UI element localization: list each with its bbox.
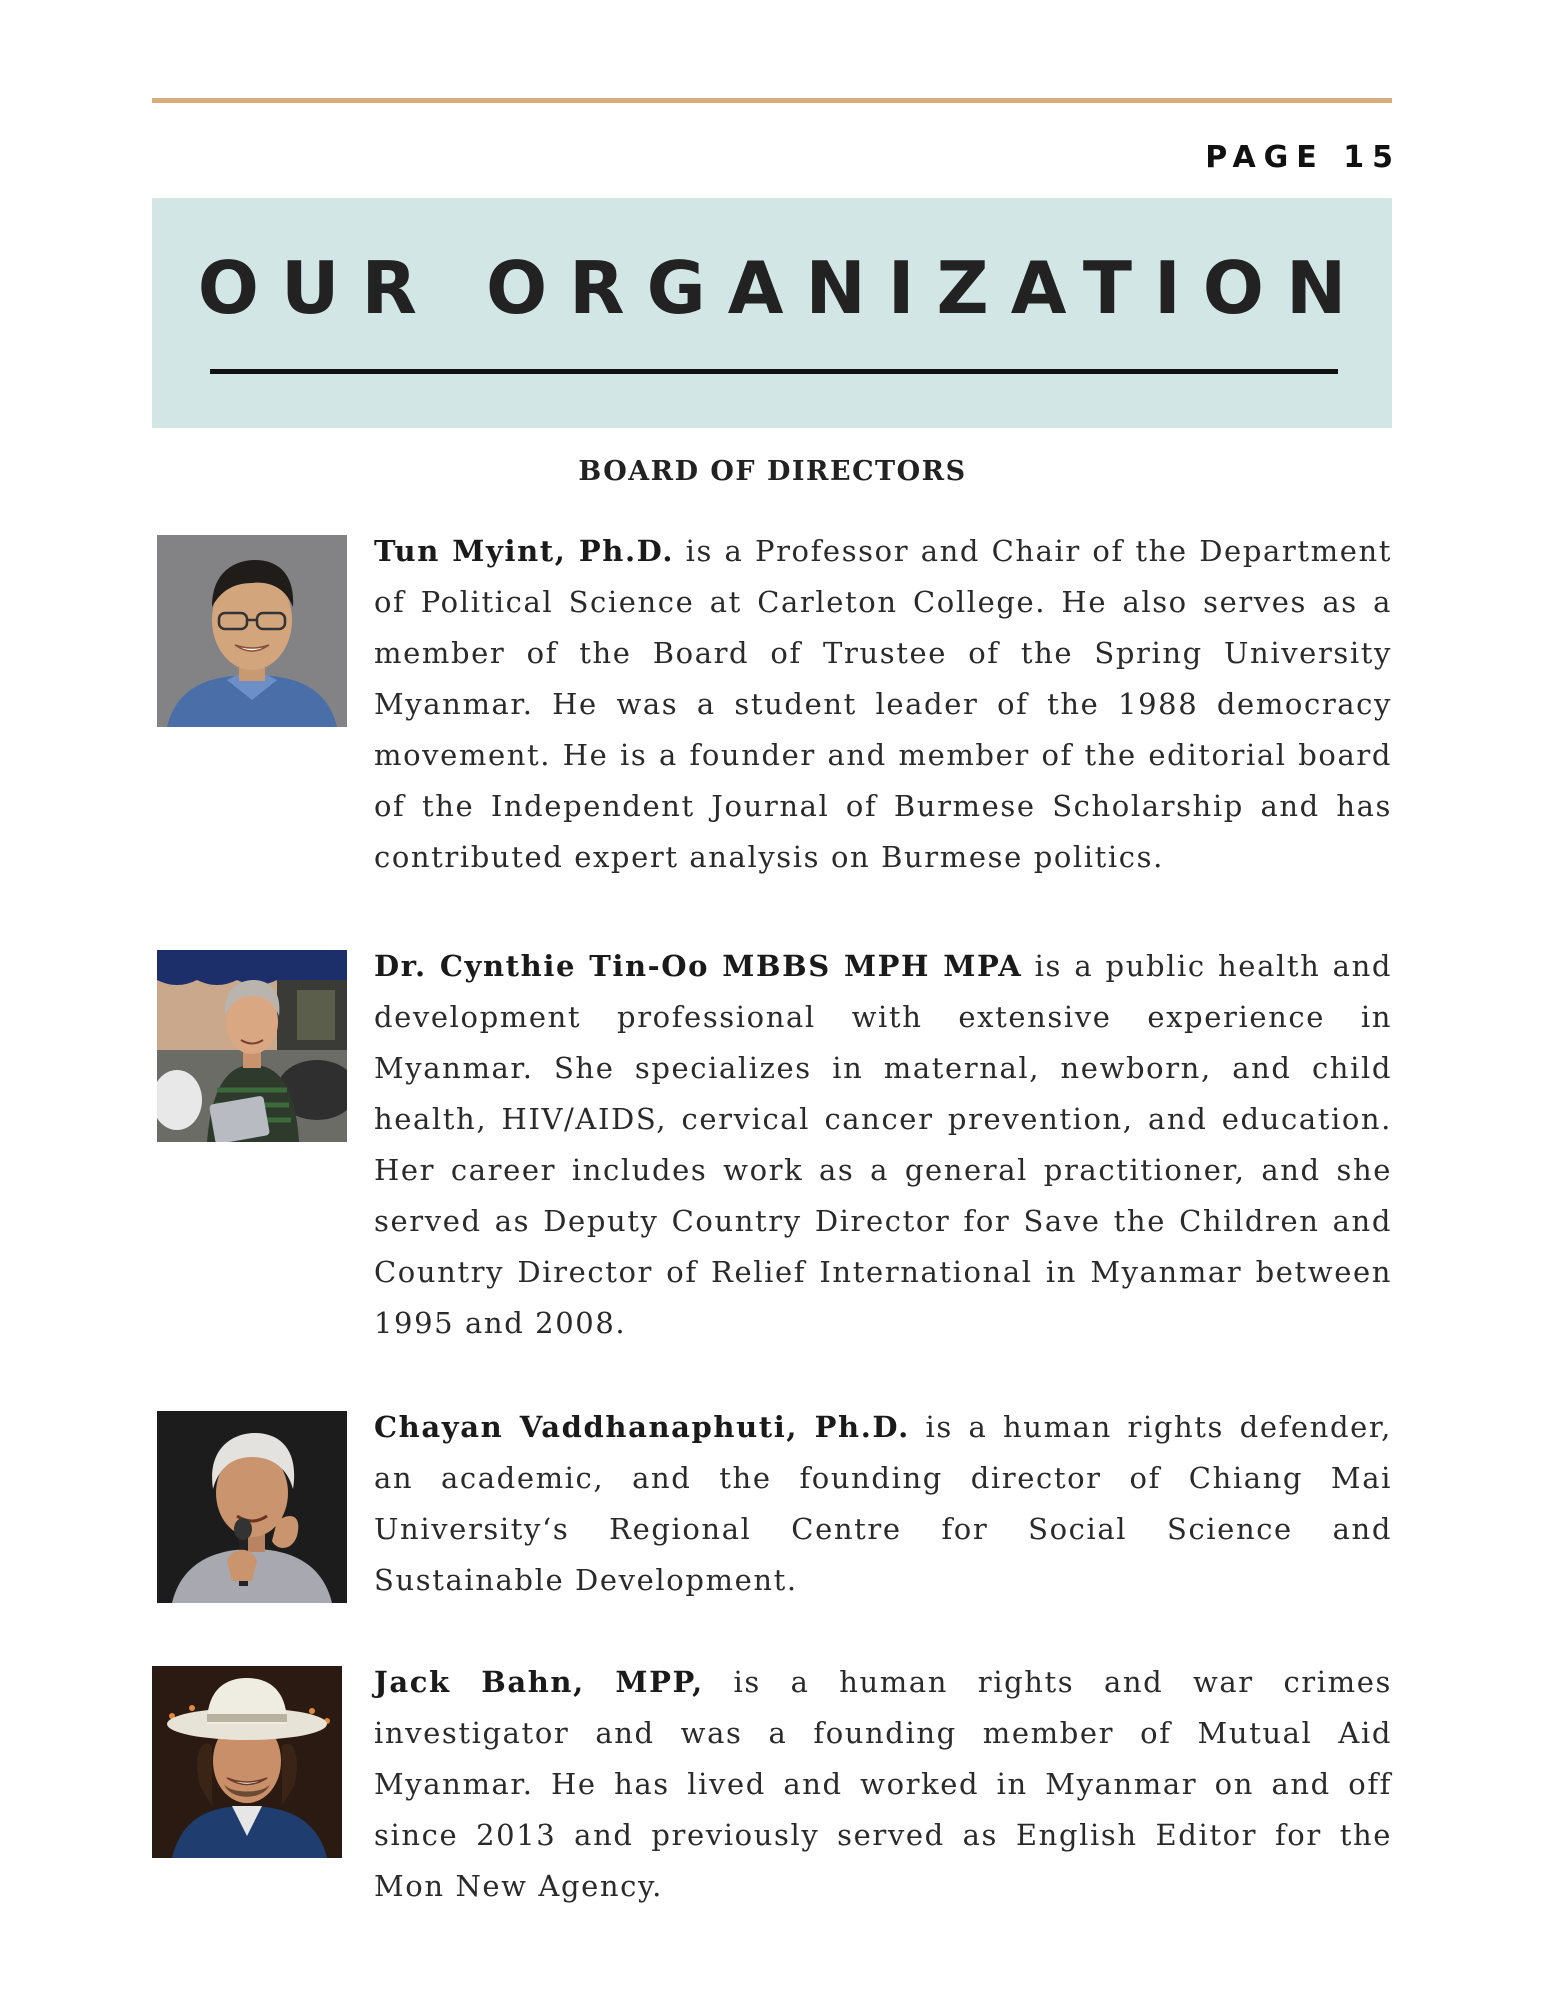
portrait-image: [157, 950, 347, 1142]
member-bio: [374, 941, 1392, 1349]
member-photo: [157, 535, 347, 727]
member-photo: [157, 950, 347, 1142]
member-description: is a Professor and Chair of the Department of Political Science at Carleton College. He also serves as a member of the Board of Trustee of the Spring University Myanmar. He was a student leader of the 1988 democracy movement. He is a founder and member of the editorial board of the Independent Journal of Burmese Scholarship and has contributed expert analysis on Burmese politics.: [374, 534, 1392, 874]
title-underline: [210, 369, 1338, 374]
top-divider: [152, 98, 1392, 103]
member-description: is a human rights and war crimes investigator and was a founding member of Mutual Aid Myanmar. He has lived and worked in Myanmar on and off since 2013 and previously served as English Editor for the Mon New Agency.: [374, 1665, 1392, 1903]
member-name: Tun Myint, Ph.D.: [374, 534, 675, 568]
member-description: is a human rights defender, an academic, and the founding director of Chiang Mai University‘s Regional Centre for Social Science and Sustainable Development.: [374, 1410, 1392, 1597]
portrait-image: [152, 1666, 342, 1858]
member-name: Jack Bahn, MPP,: [374, 1665, 704, 1699]
member-photo: [152, 1666, 346, 1858]
page-number: PAGE 15: [1205, 140, 1401, 175]
section-heading: BOARD OF DIRECTORS: [578, 456, 967, 487]
member-bio: [374, 1657, 1392, 1912]
portrait-image: [157, 1411, 347, 1603]
portrait-image: [157, 535, 347, 727]
member-name: Dr. Cynthie Tin-Oo MBBS MPH MPA: [374, 949, 1023, 983]
member-bio: [374, 526, 1392, 883]
member-description: is a public health and development professional with extensive experience in Myanmar. She specializes in maternal, newborn, and child health, HIV/AIDS, cervical cancer prevention, and education. Her career includes work as a general practitioner, and she served as Deputy Country Director for Save the Children and Country Director of Relief International in Myanmar between 1995 and 2008.: [374, 949, 1393, 1340]
member-name: Chayan Vaddhanaphuti, Ph.D.: [374, 1410, 910, 1444]
title-banner: [152, 198, 1392, 428]
page-title: OUR ORGANIZATION: [197, 246, 1369, 330]
member-bio: [374, 1402, 1392, 1606]
member-photo: [157, 1411, 347, 1603]
